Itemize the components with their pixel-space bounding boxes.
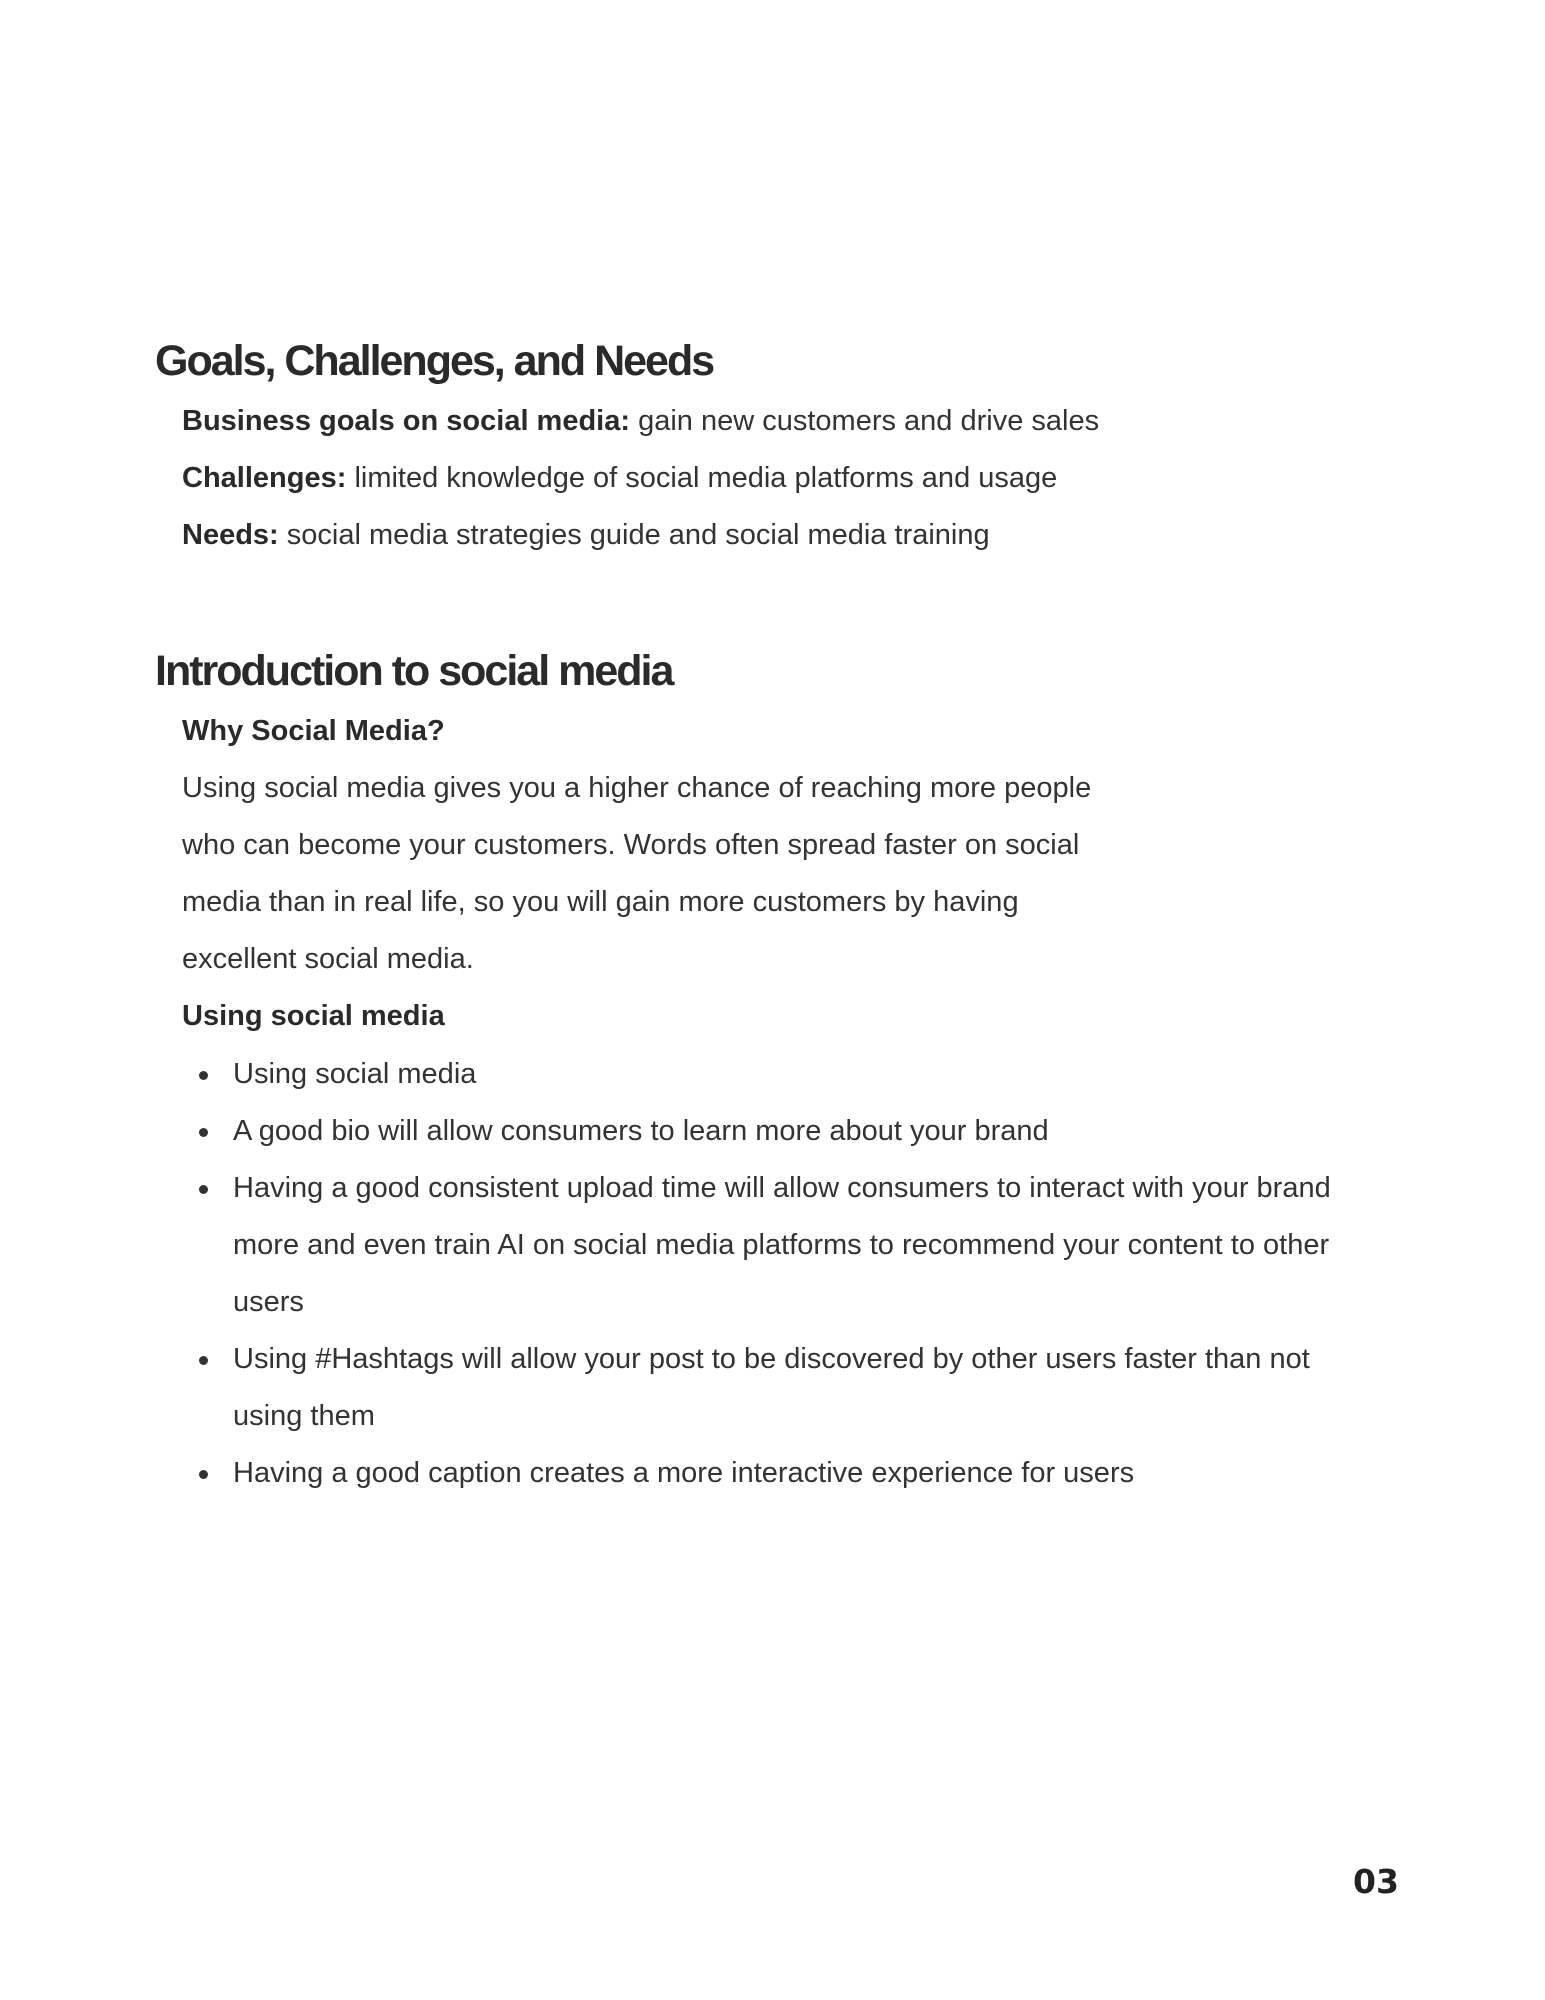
needs-label: Needs: [182, 519, 279, 551]
challenges-line [182, 450, 1057, 507]
needs-text: social media strategies guide and social media training [286, 519, 990, 551]
needs-line [182, 507, 990, 564]
page-number: 03 [1353, 1862, 1399, 1901]
list-item: A good bio will allow consumers to learn more about your brand [182, 1103, 1362, 1160]
why-paragraph-line: who can become your customers. Words often spread faster on social [182, 829, 1080, 861]
list-item: Using #Hashtags will allow your post to be discovered by other users faster than not using them [182, 1331, 1362, 1445]
why-paragraph-line: excellent social media. [182, 943, 474, 975]
business-goals-line [182, 393, 1099, 450]
using-social-media-heading: Using social media [182, 1000, 445, 1032]
why-paragraph-line: Using social media gives you a higher chance of reaching more people [182, 772, 1092, 804]
list-item: Having a good caption creates a more interactive experience for users [182, 1445, 1362, 1502]
why-paragraph-line: media than in real life, so you will gain more customers by having [182, 886, 1019, 918]
business-goals-text: gain new customers and drive sales [638, 405, 1100, 437]
list-item: Having a good consistent upload time will allow consumers to interact with your brand more and even train AI on social media platforms to recommend your content to other users [182, 1160, 1362, 1331]
using-social-media-list [182, 1046, 1362, 1502]
challenges-label: Challenges: [182, 462, 347, 494]
intro-section-title: Introduction to social media [155, 647, 673, 695]
challenges-text: limited knowledge of social media platforms and usage [354, 462, 1058, 494]
list-item: Using social media [182, 1046, 1362, 1103]
goals-section-title: Goals, Challenges, and Needs [155, 337, 714, 385]
business-goals-label: Business goals on social media: [182, 405, 631, 437]
why-social-media-heading: Why Social Media? [182, 715, 445, 747]
